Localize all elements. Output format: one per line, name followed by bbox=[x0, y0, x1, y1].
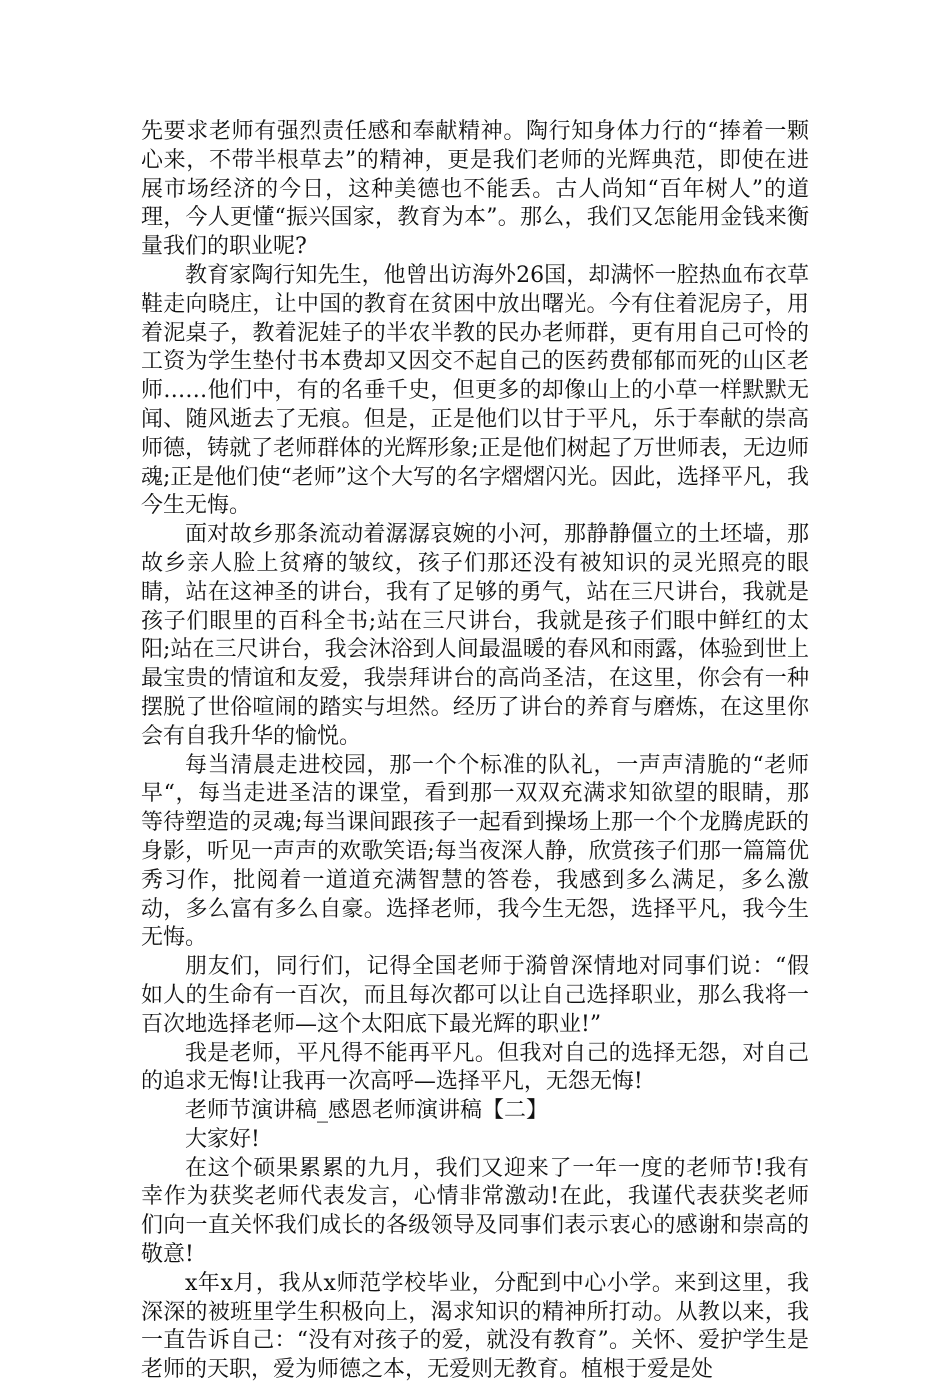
paragraph-3: 面对故乡那条流动着潺潺哀婉的小河，那静静僵立的土坯墙，那故乡亲人脸上贫瘠的皱纹，孩子们那还没有被知识的灵光照亮的眼睛，站在这神圣的讲台，我有了足够的勇气，站在三尺讲台，我就是孩子们眼里的百科全书;站在三尺讲台，我就是孩子们眼中鲜红的太阳;站在三尺讲台，我会沐浴到人间最温暖的春风和雨露，体验到世上最宝贵的情谊和友爱，我崇拜讲台的高尚圣洁，在这里，你会有一种摆脱了世俗喧闹的踏实与坦然。经历了讲台的养育与磨炼，在这里你会有自我升华的愉悦。 bbox=[141, 522, 809, 749]
paragraph-6: 我是老师，平凡得不能再平凡。但我对自己的选择无怨，对自己的追求无悔!让我再一次高呼—选择平凡，无怨无悔! bbox=[141, 1040, 809, 1095]
paragraph-2: 教育家陶行知先生，他曾出访海外26国，却满怀一腔热血布衣草鞋走向晓庄，让中国的教育在贫困中放出曙光。今有住着泥房子，用着泥桌子，教着泥娃子的半农半教的民办老师群，更有用自己可怜的工资为学生垫付书本费却又因交不起自己的医药费郁郁而死的山区老师……他们中，有的名垂千史，但更多的却像山上的小草一样默默无闻、随风逝去了无痕。但是，正是他们以甘于平凡，乐于奉献的崇高师德，铸就了老师群体的光辉形象;正是他们树起了万世师表，无边师魂;正是他们使“老师”这个大写的名字熠熠闪光。因此，选择平凡，我今生无悔。 bbox=[141, 262, 809, 519]
greeting: 大家好! bbox=[185, 1126, 260, 1152]
document-page bbox=[141, 118, 809, 1385]
paragraph-5: 朋友们，同行们，记得全国老师于漪曾深情地对同事们说：“假如人的生命有一百次，而且每次都可以让自己选择职业，那么我将一百次地选择老师—这个太阳底下最光辉的职业!” bbox=[141, 954, 809, 1037]
paragraph-4: 每当清晨走进校园，那一个个标准的队礼，一声声清脆的“老师早“，每当走进圣洁的课堂，看到那一双双充满求知欲望的眼睛，那等待塑造的灵魂;每当课间跟孩子一起看到操场上那一个个龙腾虎跃的身影，听见一声声的欢歌笑语;每当夜深人静，欣赏孩子们那一篇篇优秀习作，批阅着一道道充满智慧的答卷，我感到多么满足，多么激动，多么富有多么自豪。选择老师，我今生无怨，选择平凡，我今生无悔。 bbox=[141, 752, 809, 951]
paragraph-9: x年x月，我从x师范学校毕业，分配到中心小学。来到这里，我深深的被班里学生积极向上，渴求知识的精神所打动。从教以来，我一直告诉自己：“没有对孩子的爱，就没有教育”。关怀、爱护学生是老师的天职，爱为师德之本，无爱则无教育。植根于爱是处 bbox=[141, 1270, 809, 1383]
paragraph-1: 先要求老师有强烈责任感和奉献精神。陶行知身体力行的“捧着一颗心来，不带半根草去”的精神，更是我们老师的光辉典范，即使在进展市场经济的今日，这种美德也不能丢。古人尚知“百年树人”的道理，今人更懂“振兴国家，教育为本”。那么，我们又怎能用金钱来衡量我们的职业呢? bbox=[141, 119, 809, 260]
section-heading: 老师节演讲稿_感恩老师演讲稿【二】 bbox=[185, 1098, 549, 1124]
paragraph-8: 在这个硕果累累的九月，我们又迎来了一年一度的老师节!我有幸作为获奖老师代表发言，心情非常激动!在此，我谨代表获奖老师们向一直关怀我们成长的各级领导及同事们表示衷心的感谢和崇高的敬意! bbox=[141, 1155, 809, 1268]
